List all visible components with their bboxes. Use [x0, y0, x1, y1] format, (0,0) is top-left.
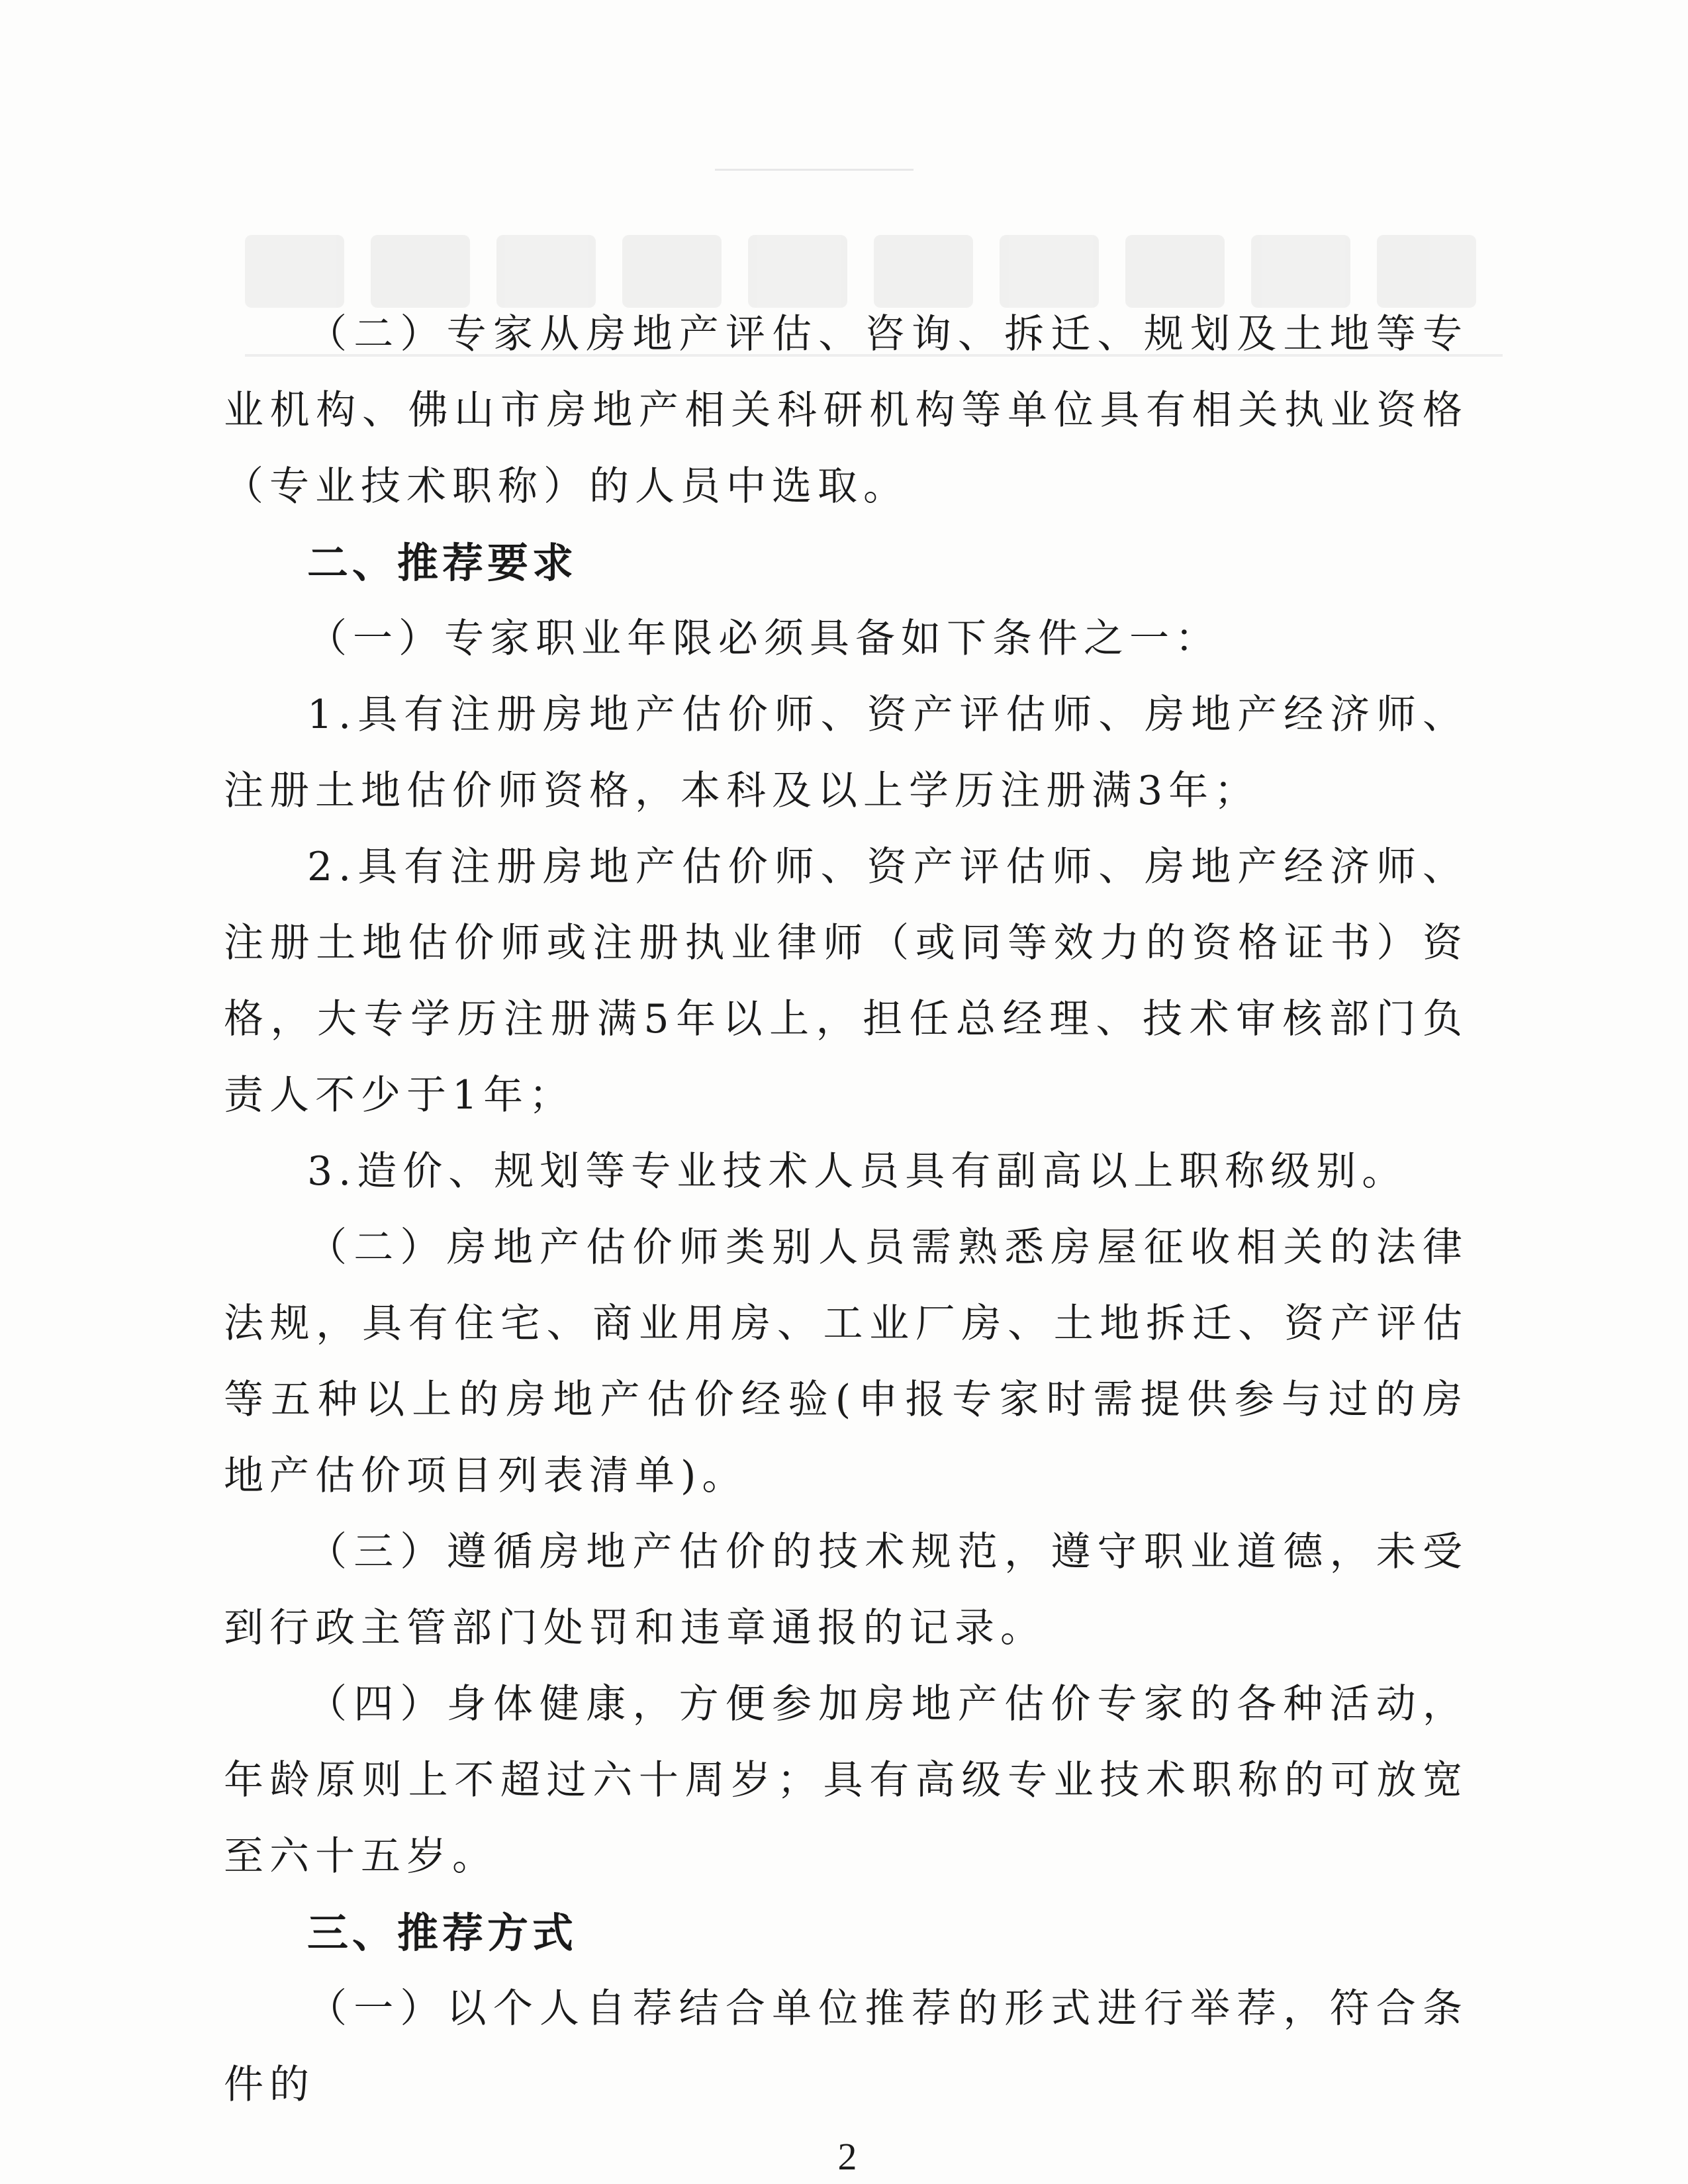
section-heading: 二、推荐要求	[307, 539, 578, 587]
paragraph: （二）专家从房地产评估、咨询、拆迁、规划及土地等专业机构、佛山市房地产相关科研机构等单位具有相关执业资格（专业技术职称）的人员中选取。	[224, 311, 1468, 510]
page-number: 2	[837, 2135, 857, 2178]
paragraph: （一）以个人自荐结合单位推荐的形式进行举荐，符合条件的	[224, 1985, 1468, 2108]
paragraph: （四）身体健康，方便参加房地产估价专家的各种活动，年龄原则上不超过六十周岁；具有高级专业技术职称的可放宽至六十五岁。	[224, 1681, 1468, 1880]
document-body	[224, 296, 1468, 2123]
paragraph: （三）遵循房地产估价的技术规范，遵守职业道德，未受到行政主管部门处罚和违章通报的记录。	[224, 1529, 1468, 1651]
paragraph: 1.具有注册房地产估价师、资产评估师、房地产经济师、注册土地估价师资格，本科及以上学历注册满3年；	[224, 692, 1468, 814]
paragraph: （二）房地产估价师类别人员需熟悉房屋征收相关的法律法规，具有住宅、商业用房、工业厂房、土地拆迁、资产评估等五种以上的房地产估价经验(申报专家时需提供参与过的房地产估价项目列表清单)。	[224, 1224, 1468, 1499]
paragraph: 3.造价、规划等专业技术人员具有副高以上职称级别。	[307, 1148, 1408, 1195]
paragraph: （一）专家职业年限必须具备如下条件之一：	[307, 615, 1221, 662]
bleed-through-rule	[715, 169, 914, 171]
paragraph: 2.具有注册房地产估价师、资产评估师、房地产经济师、注册土地估价师或注册执业律师（或同等效力的资格证书）资格，大专学历注册满5年以上，担任总经理、技术审核部门负责人不少于1年；	[224, 844, 1468, 1118]
section-heading: 三、推荐方式	[307, 1909, 578, 1957]
